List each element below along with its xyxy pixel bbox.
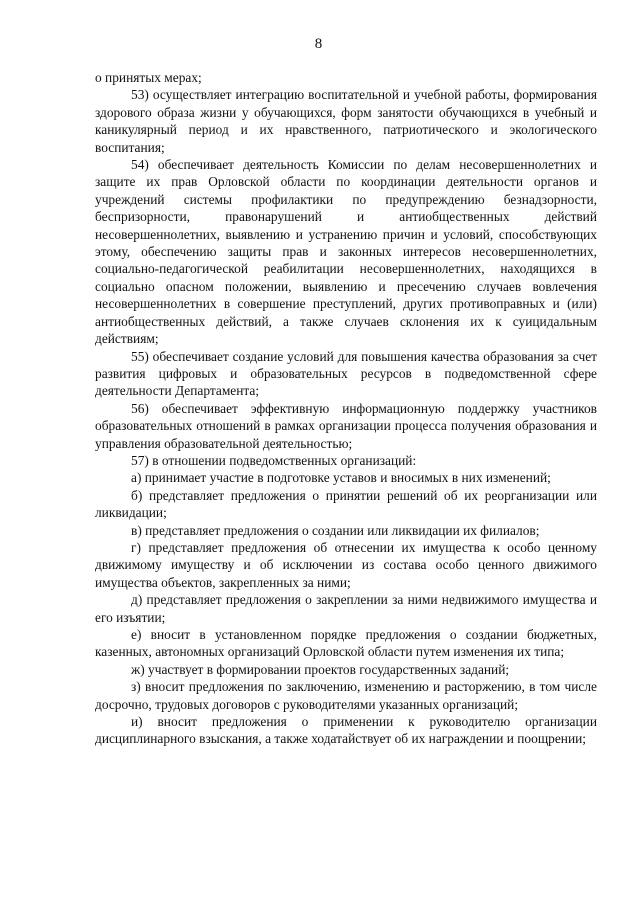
paragraph-item-53: 53) осуществляет интеграцию воспитательной и учебной работы, формирования здорового образа жизни у обучающихся, форм занятости обучающихся в учебный и каникулярный период и их нравственного, патриотического и экологического воспитания;	[95, 87, 597, 155]
subitem-d: д) представляет предложения о закреплении за ними недвижимого имущества и его изъятии;	[95, 592, 597, 625]
paragraph-item-54: 54) обеспечивает деятельность Комиссии по делам несовершеннолетних и защите их прав Орловской области по координации деятельности органов и учреждений системы профилактики по предупреждению безнадзорности, беспризорности, правонарушений и антиобщественных действий несовершеннолетних, выявлению и устранению причин и условий, способствующих этому, обеспечению защиты прав и законных интересов несовершеннолетних, социально-педагогической реабилитации несовершеннолетних, находящихся в социально опасном положении, выявлению и пресечению случаев вовлечения несовершеннолетних в совершение преступлений, других противоправных и (или) антиобщественных действий, а также случаев склонения их к суицидальным действиям;	[95, 157, 597, 347]
subitem-z: з) вносит предложения по заключению, изменению и расторжению, в том числе досрочно, трудовых договоров с руководителями указанных организаций;	[95, 679, 597, 712]
subitem-a: а) принимает участие в подготовке уставов и вносимых в них изменений;	[131, 470, 551, 486]
subitem-g: г) представляет предложения об отнесении их имущества к особо ценному движимому имуществу и об исключении из состава особо ценного движимого имущества объектов, закрепленных за ними;	[95, 539, 597, 590]
paragraph-item-56: 56) обеспечивает эффективную информационную поддержку участников образовательных отношений в рамках организации процесса получения образования и управления образовательной деятельностью;	[95, 400, 597, 451]
subitem-i: и) вносит предложения о применении к руководителю организации дисциплинарного взыскания, а также ходатайствует об их награждении и поощрении;	[95, 714, 597, 747]
page-number: 8	[314, 36, 323, 52]
subitem-e: е) вносит в установленном порядке предложения о создании бюджетных, казенных, автономных организаций Орловской области путем изменения их типа;	[95, 627, 597, 660]
paragraph-continuation: о принятых мерах;	[95, 70, 202, 85]
paragraph-item-55: 55) обеспечивает создание условий для повышения качества образования за счет развития цифровых и образовательных ресурсов в подведомственной сфере деятельности Департамента;	[95, 348, 597, 399]
document-body	[95, 69, 597, 748]
subitem-b: б) представляет предложения о принятии решений об их реорганизации или ликвидации;	[95, 487, 597, 521]
subitem-zh: ж) участвует в формировании проектов государственных заданий;	[131, 661, 510, 677]
subitem-v: в) представляет предложения о создании или ликвидации их филиалов;	[131, 522, 540, 538]
paragraph-item-57: 57) в отношении подведомственных организаций:	[131, 452, 417, 468]
